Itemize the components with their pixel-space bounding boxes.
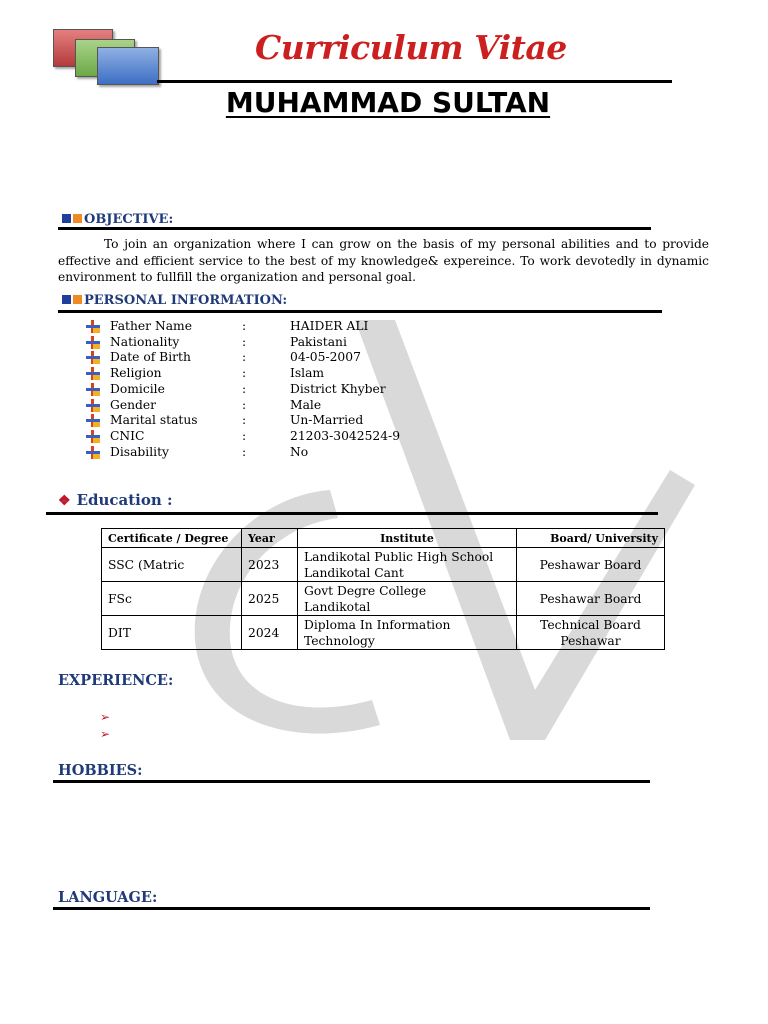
board-cell (517, 548, 665, 582)
field-value: District Khyber (290, 381, 386, 396)
square-bullet-icon (73, 295, 82, 304)
year-cell: 2025 (242, 582, 298, 616)
field-value: HAIDER ALI (290, 319, 369, 333)
field-label: Father Name (110, 319, 192, 333)
pin-bullet-icon (86, 446, 100, 459)
institute-line: Govt Degre College (304, 583, 427, 598)
objective-text: To join an organization where I can grow on the basis of my personal abilities and to provide effective and efficient service to the best of my knowledge& expereince. To work devotedly in dynamic environment to fullfill the organization and personal goal. (58, 237, 709, 284)
pin-bullet-icon (86, 351, 100, 364)
education-heading (58, 491, 173, 509)
objective-heading-text: OBJECTIVE: (84, 212, 174, 227)
institute-line: Landikotal Public High School (304, 549, 494, 564)
institute-line: Landikotal (304, 599, 371, 614)
logo-block-blue (97, 47, 159, 85)
field-separator: : (242, 381, 247, 396)
field-label: Domicile (110, 381, 165, 396)
degree-cell: DIT (102, 616, 242, 650)
education-divider (46, 512, 658, 515)
board-line: Peshawar Board (539, 557, 642, 572)
board-cell (517, 616, 665, 650)
institute-line: Landikotal Cant (304, 565, 404, 580)
field-separator: : (242, 444, 247, 459)
field-label: Marital status (110, 413, 198, 428)
candidate-name-text: MUHAMMAD SULTAN (225, 86, 551, 119)
board-line: Technical Board (540, 617, 641, 632)
table-row (102, 616, 665, 650)
personal-info-heading (62, 293, 287, 308)
table-row (102, 548, 665, 582)
language-heading: LANGUAGE: (58, 889, 158, 906)
field-separator: : (242, 350, 247, 365)
field-label: Nationality (110, 334, 180, 349)
table-header-row (102, 529, 665, 548)
field-separator: : (242, 319, 247, 333)
pin-bullet-icon (86, 367, 100, 380)
pin-bullet-icon (86, 414, 100, 427)
table-row (102, 582, 665, 616)
language-divider (53, 907, 650, 910)
field-value: 21203-3042524-9 (290, 428, 401, 443)
field-separator: : (242, 413, 247, 428)
objective-heading (62, 212, 173, 227)
education-heading-text: Education : (76, 491, 173, 509)
personal-info-heading-text: PERSONAL INFORMATION: (84, 293, 288, 308)
institute-cell (298, 616, 517, 650)
board-line: Peshawar (560, 633, 621, 648)
square-bullet-icon (62, 295, 71, 304)
institute-line: Diploma In Information (304, 617, 451, 632)
pin-bullet-icon (86, 320, 100, 333)
field-label: CNIC (110, 428, 145, 443)
field-value: Pakistani (290, 334, 347, 349)
degree-cell: FSc (102, 582, 242, 616)
field-value: No (290, 444, 309, 459)
title-divider (157, 80, 672, 83)
field-value: 04-05-2007 (290, 350, 361, 365)
arrow-bullet-icon: ➢ (100, 710, 111, 724)
pin-bullet-icon (86, 399, 100, 412)
pin-bullet-icon (86, 430, 100, 443)
institute-cell (298, 548, 517, 582)
square-bullet-icon (62, 214, 71, 223)
column-header: Board/ University (517, 529, 665, 548)
field-label: Disability (110, 444, 169, 459)
objective-divider (58, 227, 651, 230)
field-value: Un-Married (290, 413, 364, 428)
board-cell (517, 582, 665, 616)
field-label: Gender (110, 397, 157, 412)
field-value: Male (290, 397, 322, 412)
column-header: Institute (298, 529, 517, 548)
field-label: Date of Birth (110, 350, 191, 365)
hobbies-heading: HOBBIES: (58, 762, 143, 779)
field-label: Religion (110, 366, 162, 381)
field-separator: : (242, 397, 247, 412)
document-title: Curriculum Vitae (255, 28, 567, 67)
field-separator: : (242, 366, 247, 381)
column-header: Certificate / Degree (102, 529, 242, 548)
pin-bullet-icon (86, 383, 100, 396)
hobbies-divider (53, 780, 650, 783)
year-cell: 2023 (242, 548, 298, 582)
institute-cell (298, 582, 517, 616)
institute-line: Technology (304, 633, 375, 648)
square-bullet-icon (73, 214, 82, 223)
education-table (101, 528, 665, 650)
candidate-name (0, 86, 768, 119)
column-header: Year (242, 529, 298, 548)
year-cell: 2024 (242, 616, 298, 650)
pin-bullet-icon (86, 336, 100, 349)
field-value: Islam (290, 366, 325, 381)
diamond-bullet-icon: ❖ (58, 493, 71, 509)
board-line: Peshawar Board (539, 591, 642, 606)
field-separator: : (242, 334, 247, 349)
personal-info-divider (58, 310, 662, 313)
degree-cell: SSC (Matric (102, 548, 242, 582)
field-separator: : (242, 428, 247, 443)
arrow-bullet-icon: ➢ (100, 727, 111, 741)
experience-heading: EXPERIENCE: (58, 672, 174, 689)
